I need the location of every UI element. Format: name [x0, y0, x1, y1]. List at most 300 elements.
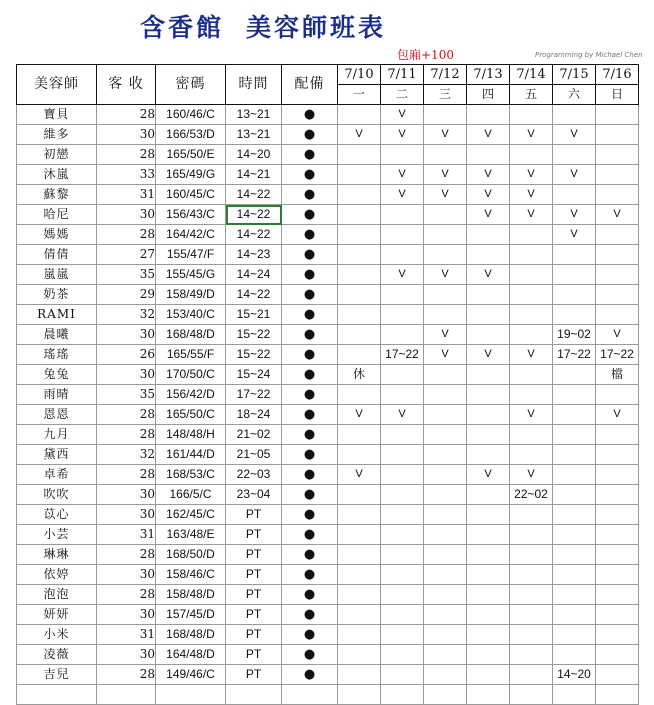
cell-day[interactable]	[338, 665, 381, 685]
cell-day[interactable]	[553, 365, 596, 385]
cell-day[interactable]	[596, 485, 639, 505]
cell-day[interactable]	[553, 385, 596, 405]
cell-day[interactable]	[553, 285, 596, 305]
cell-time[interactable]: 17~22	[226, 385, 282, 405]
cell-time[interactable]: 23~04	[226, 485, 282, 505]
cell-day[interactable]: 22~02	[510, 485, 553, 505]
cell-day[interactable]: 17~22	[596, 345, 639, 365]
header-code[interactable]: 密碼	[156, 65, 226, 105]
cell-ready-dot[interactable]: ●	[282, 385, 338, 405]
cell-day[interactable]	[424, 445, 467, 465]
cell-day[interactable]: V	[338, 465, 381, 485]
cell-ready-dot[interactable]: ●	[282, 525, 338, 545]
cell-ready-dot[interactable]: ●	[282, 345, 338, 365]
cell-day[interactable]: 14~20	[553, 665, 596, 685]
header-weekday[interactable]: 四	[467, 85, 510, 105]
cell-day[interactable]	[338, 345, 381, 365]
cell-day[interactable]	[467, 385, 510, 405]
cell-day[interactable]	[424, 385, 467, 405]
cell-name[interactable]: 維多	[17, 125, 97, 145]
cell-time[interactable]: 14~22	[226, 225, 282, 245]
cell-day[interactable]	[338, 425, 381, 445]
cell-time[interactable]: 14~20	[226, 145, 282, 165]
cell-name[interactable]: 泡泡	[17, 585, 97, 605]
cell-day[interactable]	[596, 225, 639, 245]
cell-time[interactable]: PT	[226, 665, 282, 685]
cell-ready-dot[interactable]: ●	[282, 145, 338, 165]
cell-day[interactable]	[596, 605, 639, 625]
cell-day[interactable]	[596, 105, 639, 125]
cell-count[interactable]: 31	[97, 625, 156, 645]
cell-day[interactable]	[424, 405, 467, 425]
cell-day[interactable]	[467, 365, 510, 385]
cell-day[interactable]	[381, 545, 424, 565]
cell-ready-dot[interactable]: ●	[282, 565, 338, 585]
cell-count[interactable]: 28	[97, 225, 156, 245]
cell-name[interactable]: 媽媽	[17, 225, 97, 245]
cell-day[interactable]	[596, 585, 639, 605]
header-name[interactable]: 美容師	[17, 65, 97, 105]
cell-day[interactable]	[467, 145, 510, 165]
cell-count[interactable]: 30	[97, 565, 156, 585]
cell-day[interactable]	[553, 565, 596, 585]
cell-time[interactable]: PT	[226, 545, 282, 565]
cell-day[interactable]: V	[381, 405, 424, 425]
cell-name[interactable]: 小芸	[17, 525, 97, 545]
cell-count[interactable]: 30	[97, 325, 156, 345]
cell-day[interactable]	[424, 365, 467, 385]
cell-day[interactable]	[338, 205, 381, 225]
cell-day[interactable]	[553, 145, 596, 165]
cell-day[interactable]	[338, 505, 381, 525]
cell-count[interactable]: 30	[97, 645, 156, 665]
cell-day[interactable]	[596, 465, 639, 485]
cell-name[interactable]: 小米	[17, 625, 97, 645]
cell-count[interactable]: 31	[97, 525, 156, 545]
cell-name[interactable]: 吉兒	[17, 665, 97, 685]
cell-code[interactable]: 161/44/D	[156, 445, 226, 465]
cell-ready-dot[interactable]: ●	[282, 465, 338, 485]
cell-day[interactable]	[381, 585, 424, 605]
cell-day[interactable]	[510, 105, 553, 125]
cell-name[interactable]: 凌薇	[17, 645, 97, 665]
cell-day[interactable]: V	[424, 125, 467, 145]
cell-count[interactable]: 31	[97, 185, 156, 205]
cell-day[interactable]: V	[381, 265, 424, 285]
header-date[interactable]: 7/15	[553, 65, 596, 85]
cell-day[interactable]	[381, 385, 424, 405]
cell-day[interactable]	[381, 565, 424, 585]
cell-code[interactable]: 160/45/C	[156, 185, 226, 205]
cell-day[interactable]	[553, 305, 596, 325]
cell-ready-dot[interactable]: ●	[282, 445, 338, 465]
header-weekday[interactable]: 一	[338, 85, 381, 105]
cell-code[interactable]: 153/40/C	[156, 305, 226, 325]
cell-ready-dot[interactable]: ●	[282, 485, 338, 505]
header-date[interactable]: 7/12	[424, 65, 467, 85]
cell-day[interactable]	[510, 665, 553, 685]
header-date[interactable]: 7/10	[338, 65, 381, 85]
cell-name[interactable]: 黛西	[17, 445, 97, 465]
cell-count[interactable]: 33	[97, 165, 156, 185]
cell-name[interactable]: 寶貝	[17, 105, 97, 125]
cell-day[interactable]	[424, 685, 467, 705]
cell-count[interactable]: 30	[97, 485, 156, 505]
cell-code[interactable]: 158/49/D	[156, 285, 226, 305]
cell-day[interactable]	[510, 385, 553, 405]
cell-day[interactable]	[596, 645, 639, 665]
cell-day[interactable]	[596, 385, 639, 405]
cell-code[interactable]: 165/49/G	[156, 165, 226, 185]
header-date[interactable]: 7/13	[467, 65, 510, 85]
cell-time[interactable]: PT	[226, 605, 282, 625]
cell-day[interactable]	[381, 685, 424, 705]
cell-time[interactable]: PT	[226, 565, 282, 585]
cell-day[interactable]	[424, 205, 467, 225]
cell-time[interactable]: 21~05	[226, 445, 282, 465]
cell-time[interactable]: PT	[226, 625, 282, 645]
cell-code[interactable]: 165/50/E	[156, 145, 226, 165]
cell-ready-dot[interactable]: ●	[282, 405, 338, 425]
cell-day[interactable]	[596, 425, 639, 445]
cell-day[interactable]	[510, 545, 553, 565]
cell-day[interactable]: V	[510, 465, 553, 485]
cell-day[interactable]: V	[510, 345, 553, 365]
cell-day[interactable]	[596, 545, 639, 565]
cell-count[interactable]: 28	[97, 585, 156, 605]
cell-day[interactable]	[596, 245, 639, 265]
cell-day[interactable]: V	[467, 165, 510, 185]
cell-day[interactable]	[338, 685, 381, 705]
cell-day[interactable]	[381, 525, 424, 545]
cell-day[interactable]: V	[510, 125, 553, 145]
header-date[interactable]: 7/16	[596, 65, 639, 85]
cell-day[interactable]	[424, 465, 467, 485]
cell-day[interactable]	[338, 325, 381, 345]
cell-day[interactable]	[338, 305, 381, 325]
cell-code[interactable]: 155/45/G	[156, 265, 226, 285]
cell-day[interactable]	[553, 605, 596, 625]
cell-day[interactable]	[553, 545, 596, 565]
cell-day[interactable]	[467, 665, 510, 685]
cell-ready-dot[interactable]: ●	[282, 285, 338, 305]
cell-day[interactable]	[338, 105, 381, 125]
cell-day[interactable]	[381, 365, 424, 385]
cell-day[interactable]	[596, 265, 639, 285]
cell-day[interactable]	[553, 445, 596, 465]
cell-name[interactable]: 倩倩	[17, 245, 97, 265]
cell-day[interactable]	[467, 325, 510, 345]
cell-day[interactable]: V	[596, 325, 639, 345]
cell-time[interactable]: 14~23	[226, 245, 282, 265]
cell-code[interactable]: 168/48/D	[156, 325, 226, 345]
cell-day[interactable]	[596, 685, 639, 705]
cell-code[interactable]: 164/48/D	[156, 645, 226, 665]
cell-code[interactable]: 156/42/D	[156, 385, 226, 405]
cell-day[interactable]: V	[424, 325, 467, 345]
cell-time[interactable]: 21~02	[226, 425, 282, 445]
cell-day[interactable]	[510, 525, 553, 545]
cell-day[interactable]	[338, 525, 381, 545]
cell-ready-dot[interactable]: ●	[282, 205, 338, 225]
cell-code[interactable]: 166/5/C	[156, 485, 226, 505]
cell-day[interactable]	[596, 125, 639, 145]
cell-name[interactable]: 琳琳	[17, 545, 97, 565]
cell-count[interactable]	[97, 685, 156, 705]
cell-day[interactable]: V	[553, 225, 596, 245]
cell-day[interactable]: 休	[338, 365, 381, 385]
cell-day[interactable]	[381, 445, 424, 465]
cell-ready-dot[interactable]: ●	[282, 545, 338, 565]
cell-count[interactable]: 35	[97, 385, 156, 405]
cell-day[interactable]: V	[510, 165, 553, 185]
cell-time[interactable]: 15~22	[226, 345, 282, 365]
cell-day[interactable]	[338, 165, 381, 185]
cell-code[interactable]: 157/45/D	[156, 605, 226, 625]
cell-day[interactable]	[381, 285, 424, 305]
cell-count[interactable]: 28	[97, 665, 156, 685]
cell-name[interactable]	[17, 685, 97, 705]
cell-day[interactable]	[510, 325, 553, 345]
cell-day[interactable]	[338, 605, 381, 625]
cell-time[interactable]: 22~03	[226, 465, 282, 485]
cell-day[interactable]	[424, 105, 467, 125]
cell-count[interactable]: 30	[97, 205, 156, 225]
cell-day[interactable]	[596, 525, 639, 545]
cell-day[interactable]	[467, 425, 510, 445]
cell-time[interactable]: 15~21	[226, 305, 282, 325]
cell-day[interactable]: V	[424, 165, 467, 185]
header-weekday[interactable]: 六	[553, 85, 596, 105]
cell-count[interactable]: 28	[97, 425, 156, 445]
cell-day[interactable]	[467, 565, 510, 585]
cell-day[interactable]	[553, 105, 596, 125]
cell-day[interactable]	[510, 505, 553, 525]
cell-time[interactable]	[226, 685, 282, 705]
cell-day[interactable]	[596, 145, 639, 165]
cell-day[interactable]: V	[424, 185, 467, 205]
cell-day[interactable]: V	[381, 105, 424, 125]
cell-day[interactable]	[381, 605, 424, 625]
cell-day[interactable]	[553, 245, 596, 265]
cell-name[interactable]: 奶茶	[17, 285, 97, 305]
cell-day[interactable]	[424, 225, 467, 245]
cell-day[interactable]	[510, 425, 553, 445]
cell-code[interactable]: 156/43/C	[156, 205, 226, 225]
cell-day[interactable]	[381, 505, 424, 525]
cell-count[interactable]: 29	[97, 285, 156, 305]
cell-day[interactable]	[338, 385, 381, 405]
cell-day[interactable]	[424, 305, 467, 325]
cell-day[interactable]	[338, 585, 381, 605]
cell-code[interactable]: 165/50/C	[156, 405, 226, 425]
cell-day[interactable]	[467, 685, 510, 705]
cell-name[interactable]: 恩恩	[17, 405, 97, 425]
cell-name[interactable]: 初戀	[17, 145, 97, 165]
cell-day[interactable]: 19~02	[553, 325, 596, 345]
cell-name[interactable]: 兔兔	[17, 365, 97, 385]
cell-day[interactable]	[381, 625, 424, 645]
cell-day[interactable]	[467, 405, 510, 425]
cell-day[interactable]	[467, 305, 510, 325]
cell-day[interactable]	[510, 365, 553, 385]
cell-day[interactable]	[596, 305, 639, 325]
cell-day[interactable]	[510, 285, 553, 305]
cell-day[interactable]	[338, 245, 381, 265]
header-weekday[interactable]: 日	[596, 85, 639, 105]
cell-day[interactable]	[510, 265, 553, 285]
cell-day[interactable]	[553, 585, 596, 605]
cell-day[interactable]	[467, 605, 510, 625]
cell-day[interactable]	[553, 265, 596, 285]
cell-day[interactable]: V	[467, 345, 510, 365]
cell-time[interactable]: PT	[226, 505, 282, 525]
cell-day[interactable]	[596, 185, 639, 205]
cell-day[interactable]	[467, 105, 510, 125]
cell-ready-dot[interactable]: ●	[282, 505, 338, 525]
cell-day[interactable]: V	[424, 345, 467, 365]
cell-code[interactable]: 164/42/C	[156, 225, 226, 245]
cell-ready-dot[interactable]: ●	[282, 425, 338, 445]
cell-day[interactable]	[467, 505, 510, 525]
cell-day[interactable]	[338, 285, 381, 305]
header-weekday[interactable]: 二	[381, 85, 424, 105]
cell-day[interactable]	[424, 665, 467, 685]
cell-code[interactable]: 155/47/F	[156, 245, 226, 265]
cell-day[interactable]	[424, 585, 467, 605]
cell-day[interactable]	[381, 665, 424, 685]
cell-day[interactable]	[510, 245, 553, 265]
cell-name[interactable]: 卓希	[17, 465, 97, 485]
cell-ready-dot[interactable]: ●	[282, 265, 338, 285]
cell-ready-dot[interactable]: ●	[282, 165, 338, 185]
cell-day[interactable]: V	[596, 405, 639, 425]
cell-day[interactable]	[338, 145, 381, 165]
cell-count[interactable]: 28	[97, 105, 156, 125]
cell-day[interactable]	[596, 165, 639, 185]
cell-day[interactable]	[338, 545, 381, 565]
cell-count[interactable]: 28	[97, 145, 156, 165]
cell-name[interactable]: 蘇黎	[17, 185, 97, 205]
cell-day[interactable]	[381, 205, 424, 225]
cell-name[interactable]: RAMI	[17, 305, 97, 325]
cell-day[interactable]: V	[553, 205, 596, 225]
header-date[interactable]: 7/11	[381, 65, 424, 85]
cell-day[interactable]	[596, 665, 639, 685]
cell-code[interactable]: 168/48/D	[156, 625, 226, 645]
cell-count[interactable]: 28	[97, 465, 156, 485]
cell-day[interactable]	[510, 605, 553, 625]
cell-name[interactable]: 晨曦	[17, 325, 97, 345]
cell-day[interactable]	[467, 245, 510, 265]
cell-code[interactable]: 166/53/D	[156, 125, 226, 145]
cell-day[interactable]	[338, 625, 381, 645]
cell-day[interactable]	[338, 565, 381, 585]
cell-ready-dot[interactable]: ●	[282, 585, 338, 605]
cell-day[interactable]	[553, 685, 596, 705]
cell-day[interactable]	[467, 625, 510, 645]
cell-time[interactable]: 13~21	[226, 105, 282, 125]
cell-time[interactable]: 14~22	[226, 205, 282, 225]
cell-count[interactable]: 28	[97, 545, 156, 565]
cell-day[interactable]	[381, 245, 424, 265]
cell-ready-dot[interactable]	[282, 685, 338, 705]
cell-day[interactable]	[338, 225, 381, 245]
cell-count[interactable]: 32	[97, 305, 156, 325]
cell-day[interactable]	[381, 145, 424, 165]
cell-name[interactable]: 妍妍	[17, 605, 97, 625]
cell-day[interactable]	[467, 585, 510, 605]
header-count[interactable]: 客 收	[97, 65, 156, 105]
cell-count[interactable]: 30	[97, 365, 156, 385]
cell-ready-dot[interactable]: ●	[282, 665, 338, 685]
cell-day[interactable]: V	[510, 205, 553, 225]
cell-day[interactable]	[381, 305, 424, 325]
cell-time[interactable]: 14~21	[226, 165, 282, 185]
cell-day[interactable]: V	[467, 265, 510, 285]
cell-count[interactable]: 27	[97, 245, 156, 265]
cell-day[interactable]	[424, 485, 467, 505]
cell-ready-dot[interactable]: ●	[282, 225, 338, 245]
cell-count[interactable]: 30	[97, 505, 156, 525]
cell-day[interactable]: V	[467, 125, 510, 145]
cell-time[interactable]: PT	[226, 585, 282, 605]
cell-day[interactable]	[424, 525, 467, 545]
cell-day[interactable]	[596, 625, 639, 645]
cell-day[interactable]	[424, 605, 467, 625]
cell-code[interactable]: 149/46/C	[156, 665, 226, 685]
cell-code[interactable]: 158/46/C	[156, 565, 226, 585]
cell-day[interactable]	[338, 265, 381, 285]
cell-day[interactable]	[424, 245, 467, 265]
cell-day[interactable]	[510, 565, 553, 585]
cell-name[interactable]: 九月	[17, 425, 97, 445]
cell-day[interactable]	[467, 445, 510, 465]
cell-day[interactable]: V	[553, 165, 596, 185]
cell-day[interactable]	[467, 645, 510, 665]
cell-count[interactable]: 26	[97, 345, 156, 365]
cell-ready-dot[interactable]: ●	[282, 625, 338, 645]
cell-day[interactable]: V	[381, 165, 424, 185]
cell-day[interactable]	[510, 145, 553, 165]
cell-name[interactable]: 吹吹	[17, 485, 97, 505]
cell-time[interactable]: 18~24	[226, 405, 282, 425]
cell-ready-dot[interactable]: ●	[282, 185, 338, 205]
cell-day[interactable]	[424, 285, 467, 305]
cell-code[interactable]: 168/53/C	[156, 465, 226, 485]
cell-time[interactable]: 13~21	[226, 125, 282, 145]
cell-time[interactable]: 15~24	[226, 365, 282, 385]
cell-day[interactable]: V	[553, 125, 596, 145]
cell-day[interactable]: V	[381, 125, 424, 145]
cell-day[interactable]	[467, 225, 510, 245]
cell-day[interactable]	[553, 525, 596, 545]
header-date[interactable]: 7/14	[510, 65, 553, 85]
cell-name[interactable]: 沐嵐	[17, 165, 97, 185]
cell-day[interactable]	[553, 185, 596, 205]
cell-ready-dot[interactable]: ●	[282, 105, 338, 125]
cell-day[interactable]	[381, 425, 424, 445]
cell-name[interactable]: 哈尼	[17, 205, 97, 225]
cell-day[interactable]: V	[338, 125, 381, 145]
cell-code[interactable]: 170/50/C	[156, 365, 226, 385]
cell-day[interactable]: V	[596, 205, 639, 225]
cell-code[interactable]	[156, 685, 226, 705]
cell-day[interactable]	[381, 645, 424, 665]
cell-count[interactable]: 30	[97, 125, 156, 145]
cell-code[interactable]: 165/55/F	[156, 345, 226, 365]
cell-ready-dot[interactable]: ●	[282, 365, 338, 385]
